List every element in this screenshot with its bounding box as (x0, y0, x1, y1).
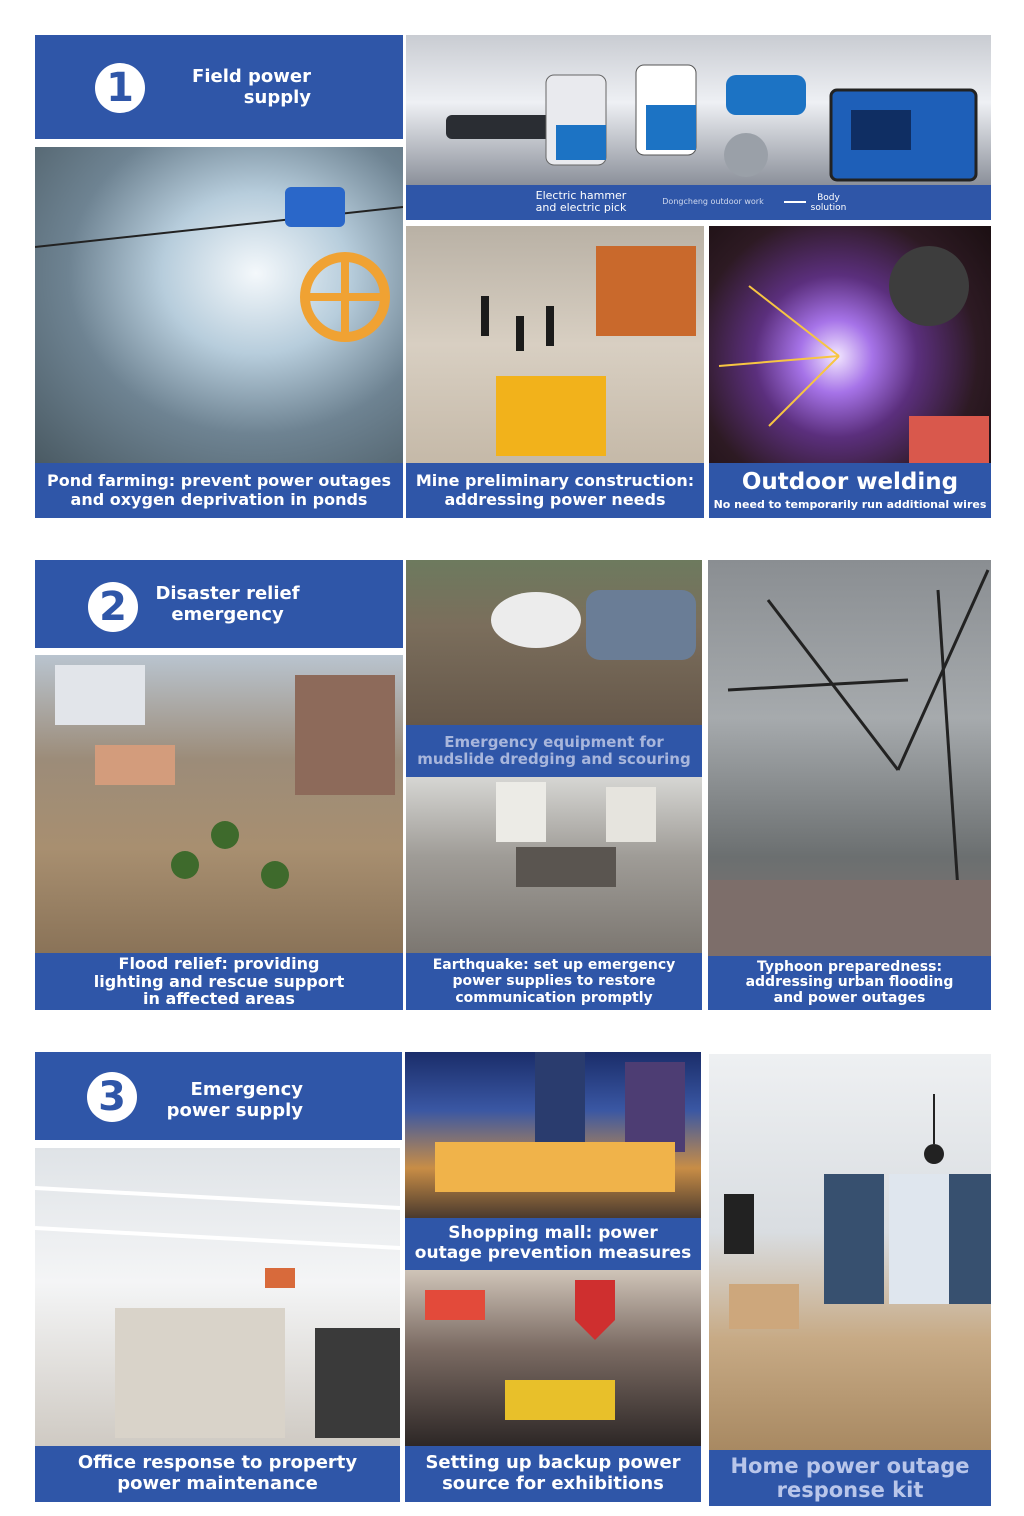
exhibition-illustration (405, 1270, 701, 1446)
section-2-title-line-2: emergency (171, 603, 284, 625)
aerator-illustration (35, 147, 403, 463)
section-3-header (35, 1052, 402, 1140)
power-tools-illustration (406, 35, 991, 185)
caption-mine-line-1: Mine preliminary construction: (415, 471, 695, 491)
section-1-title-line-1: Field power (192, 66, 311, 87)
flood-photo (35, 655, 403, 953)
mall-illustration (405, 1052, 701, 1218)
section-3-title-line-2: power supply (166, 1099, 303, 1121)
office-photo (35, 1148, 400, 1446)
caption-earthquake-line-3: communication promptly (455, 989, 653, 1006)
welding-sparks-illustration (709, 226, 991, 463)
section-1-title-line-2: supply (243, 86, 311, 108)
section-3-number: 3 (87, 1072, 137, 1122)
section-3-title-line-1: Emergency (190, 1079, 303, 1100)
caption-mine-construction (406, 463, 704, 518)
caption-welding-subtitle: No need to temporarily run additional wires (713, 498, 987, 512)
caption-home-line-2: response kit (776, 1478, 924, 1502)
office-illustration (35, 1148, 400, 1446)
caption-exhibition (405, 1446, 701, 1502)
tools-banner-divider (784, 201, 806, 203)
caption-exhibition-line-2: source for exhibitions (442, 1473, 664, 1494)
caption-mudslide-line-1: Emergency equipment for (444, 732, 664, 751)
caption-flood-line-3: in affected areas (143, 989, 295, 1009)
caption-mudslide (406, 725, 702, 777)
section-1-title (185, 67, 311, 108)
caption-flood-line-2: lighting and rescue support (93, 971, 345, 991)
caption-shopping-mall (405, 1218, 701, 1270)
flood-illustration (35, 655, 403, 953)
caption-exhibition-line-1: Setting up backup power (425, 1452, 681, 1474)
caption-pond-farming-line-1: Pond farming: prevent power outages (46, 471, 392, 491)
caption-earthquake-line-2: power supplies to restore (452, 973, 656, 990)
mine-construction-photo (406, 226, 704, 463)
tools-banner-left (516, 190, 646, 214)
power-tools-photo (406, 35, 991, 185)
shopping-mall-photo (405, 1052, 701, 1218)
tools-banner-right (806, 193, 851, 213)
caption-home-line-1: Home power outage (730, 1453, 970, 1478)
caption-flood-relief (35, 953, 403, 1010)
caption-earthquake (406, 953, 702, 1010)
caption-typhoon-line-1: Typhoon preparedness: (756, 958, 943, 975)
caption-home-kit (709, 1450, 991, 1506)
tools-banner-left-line-1: Electric hammer (535, 189, 627, 202)
pond-aerator-photo (35, 147, 403, 463)
typhoon-tower-photo (708, 560, 991, 956)
caption-mall-line-2: outage prevention measures (414, 1243, 692, 1263)
mine-illustration (406, 226, 704, 463)
caption-office (35, 1446, 400, 1502)
exhibition-photo (405, 1270, 701, 1446)
caption-mall-line-1: Shopping mall: power (448, 1223, 658, 1244)
transmission-tower-illustration (708, 560, 991, 956)
caption-pond-farming-line-2: and oxygen deprivation in ponds (70, 489, 368, 509)
caption-typhoon (708, 956, 991, 1010)
tools-banner-right-line-2: solution (810, 203, 847, 213)
caption-pond-farming (35, 463, 403, 518)
welding-photo (709, 226, 991, 463)
section-2-header (35, 560, 403, 648)
caption-office-line-2: power maintenance (117, 1473, 318, 1494)
section-1-number: 1 (95, 63, 145, 113)
caption-mudslide-line-2: mudslide dredging and scouring (417, 750, 691, 768)
mudslide-illustration (406, 560, 702, 725)
caption-flood-line-1: Flood relief: providing (118, 954, 320, 974)
living-room-illustration (709, 1054, 991, 1450)
mudslide-photo (406, 560, 702, 725)
section-2-title-line-1: Disaster relief (155, 583, 300, 604)
section-3-title (165, 1080, 303, 1121)
tools-banner-middle: Dongcheng outdoor work (662, 197, 764, 206)
caption-mine-line-2: addressing power needs (444, 489, 666, 509)
tools-banner-caption (406, 185, 991, 220)
caption-outdoor-welding (709, 463, 991, 518)
caption-office-line-1: Office response to property (77, 1452, 358, 1474)
section-2-title (155, 584, 300, 625)
section-2-number: 2 (88, 582, 138, 632)
caption-earthquake-line-1: Earthquake: set up emergency (432, 957, 676, 974)
earthquake-illustration (406, 777, 702, 953)
living-room-photo (709, 1054, 991, 1450)
tools-banner-right-line-1: Body (817, 193, 840, 203)
caption-typhoon-line-2: addressing urban flooding (745, 974, 954, 991)
tools-banner-left-line-2: and electric pick (535, 201, 627, 214)
caption-typhoon-line-3: and power outages (773, 989, 926, 1006)
earthquake-rubble-photo (406, 777, 702, 953)
section-1-header (35, 35, 403, 139)
caption-welding-title: Outdoor welding (741, 468, 959, 495)
